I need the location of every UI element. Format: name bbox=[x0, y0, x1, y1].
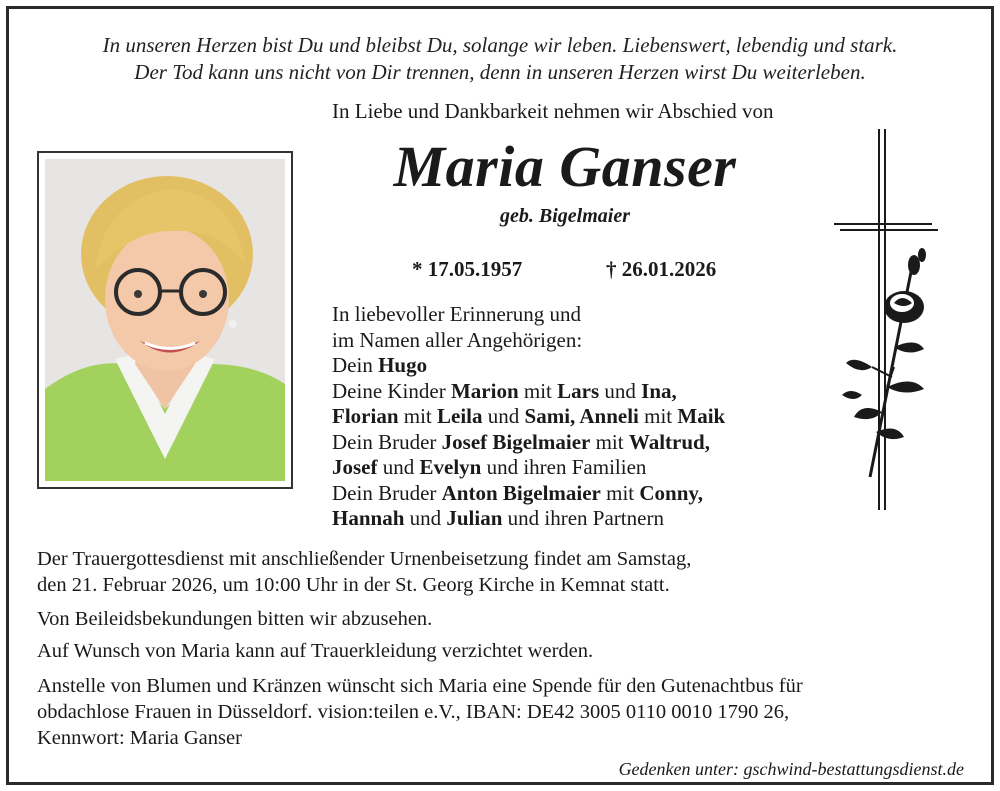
attire-note: Auf Wunsch von Maria kann auf Trauerkleidung verzichtet werden. bbox=[37, 640, 594, 662]
service-info-line-1: Der Trauergottesdienst mit anschließender Urnenbeisetzung findet am Samstag, bbox=[37, 548, 692, 570]
donation-line-1: Anstelle von Blumen und Kränzen wünscht sich Maria eine Spende für den Gutenachtbus für bbox=[37, 675, 803, 697]
list-item: im Namen aller Angehörigen: bbox=[332, 327, 583, 352]
list-item: Florian mit Leila und Sami, Anneli mit Maik bbox=[332, 404, 726, 428]
intro-text: In Liebe und Dankbarkeit nehmen wir Abschied von bbox=[332, 99, 774, 123]
birth-date: * 17.05.1957 bbox=[412, 257, 523, 281]
service-info-line-2: den 21. Februar 2026, um 10:00 Uhr in der St. Georg Kirche in Kemnat statt. bbox=[37, 574, 670, 596]
motto-line-2: Der Tod kann uns nicht von Dir trennen, denn in unseren Herzen wirst Du weiterleben. bbox=[134, 60, 866, 84]
donation-line-3: Kennwort: Maria Ganser bbox=[37, 727, 242, 749]
list-item: Dein Bruder Anton Bigelmaier mit Conny, bbox=[332, 480, 704, 505]
list-item: Josef und Evelyn und ihren Familien bbox=[332, 455, 647, 479]
death-date: † 26.01.2026 bbox=[606, 257, 717, 281]
memorial-website[interactable]: Gedenken unter: gschwind-bestattungsdienst.de bbox=[618, 759, 964, 779]
portrait-photo bbox=[37, 151, 293, 489]
donation-line-2: obdachlose Frauen in Düsseldorf. vision:teilen e.V., IBAN: DE42 3005 0110 0010 1790 26, bbox=[37, 701, 790, 723]
motto-line-1: In unseren Herzen bist Du und bleibst Du, solange wir leben. Liebenswert, lebendig und stark. bbox=[102, 33, 898, 57]
maiden-name: geb. Bigelmaier bbox=[500, 205, 630, 227]
list-item: In liebevoller Erinnerung und bbox=[332, 302, 582, 326]
portrait-illustration bbox=[45, 159, 285, 481]
mourners-list bbox=[332, 302, 725, 532]
list-item: Dein Bruder Josef Bigelmaier mit Waltrud, bbox=[332, 429, 710, 454]
list-item: Hannah und Julian und ihren Partnern bbox=[332, 506, 664, 530]
condolences-note: Von Beileidsbekundungen bitten wir abzusehen. bbox=[37, 608, 433, 630]
list-item: Deine Kinder Marion mit Lars und Ina, bbox=[332, 378, 677, 403]
cross-with-rose-icon bbox=[832, 127, 942, 512]
list-item: Dein Hugo bbox=[332, 353, 428, 377]
deceased-name: Maria Ganser bbox=[393, 134, 737, 199]
